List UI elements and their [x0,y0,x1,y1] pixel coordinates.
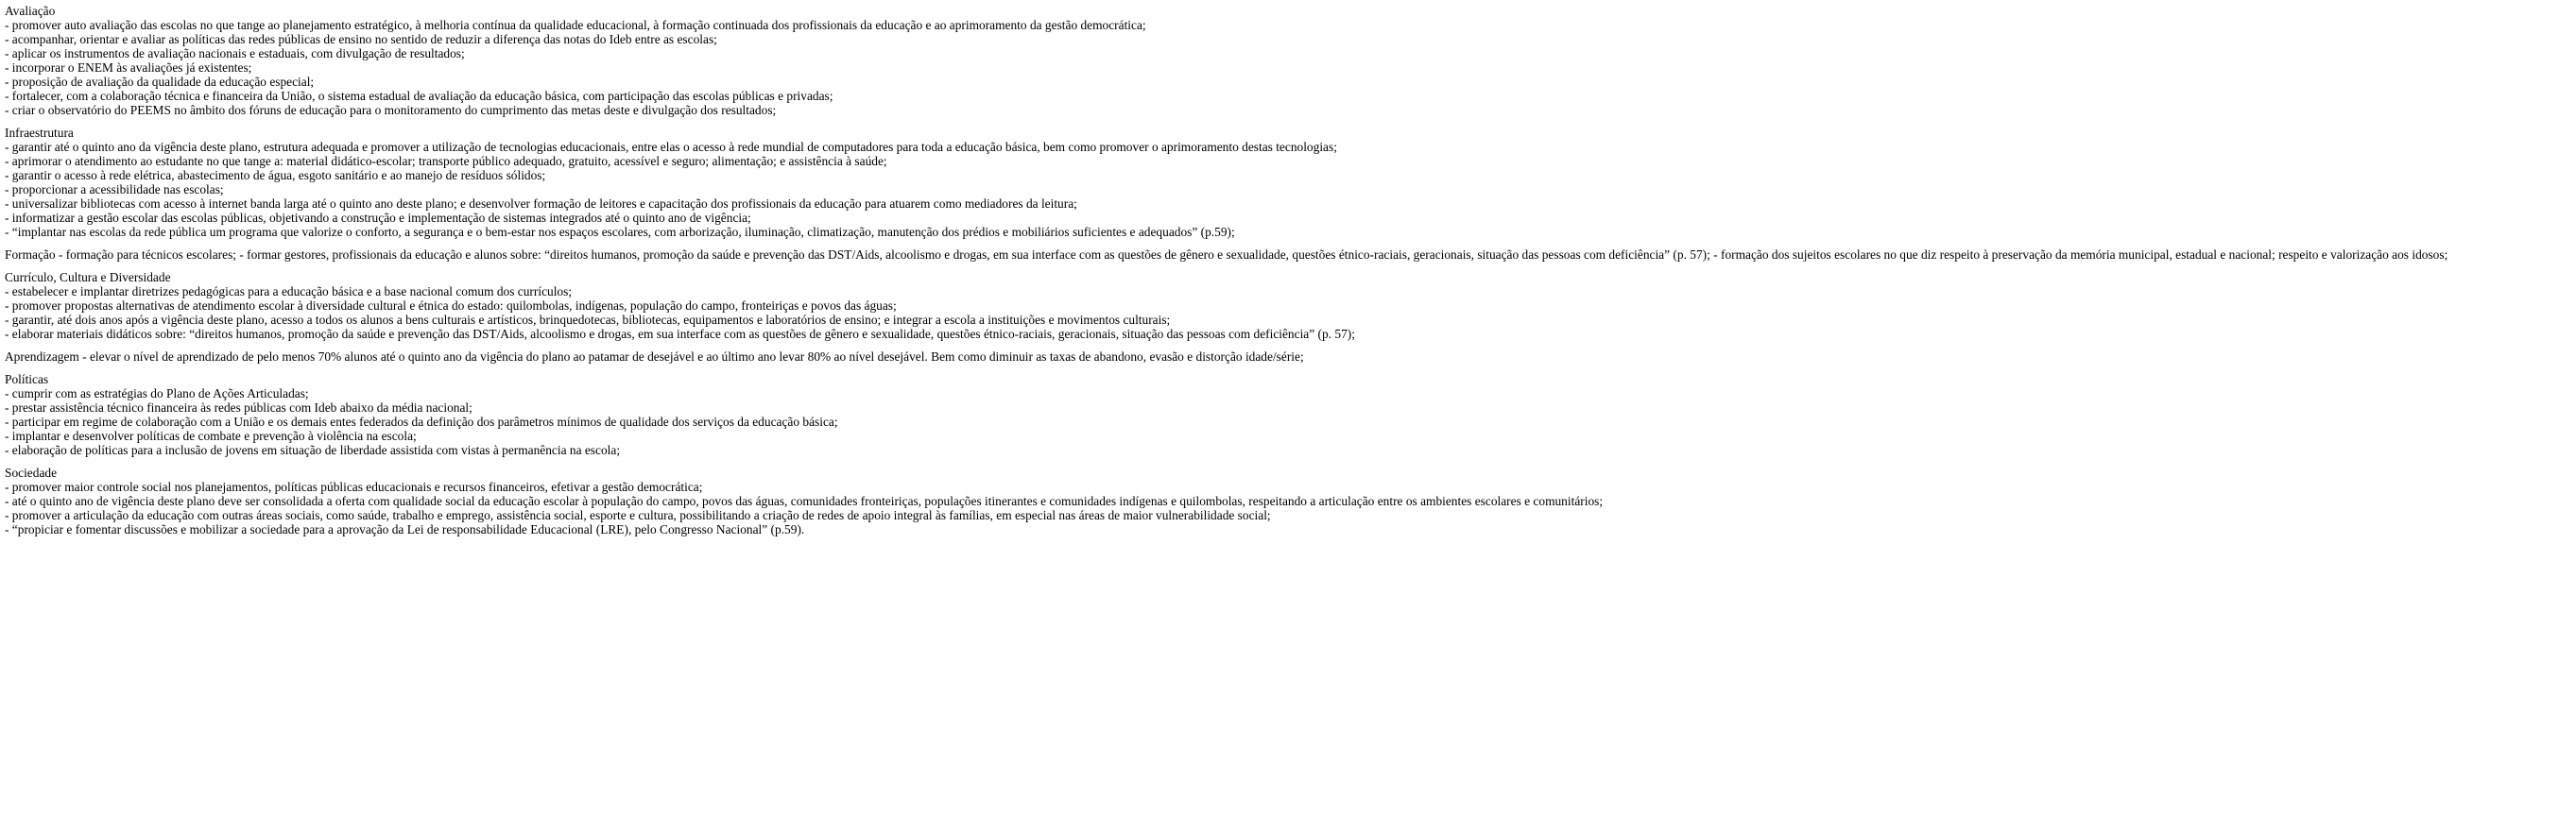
section-politicas [5,372,2576,457]
list-item: - fortalecer, com a colaboração técnica e financeira da União, o sistema estadual de avaliação da educação básica, com participação das escolas públicas e privadas; [5,89,833,103]
list-item: - prestar assistência técnico financeira às redes públicas com Ideb abaixo da média nacional; [5,400,472,415]
list-item: - proposição de avaliação da qualidade da educação especial; [5,75,315,89]
list-item: - incorporar o ENEM às avaliações já existentes; [5,60,252,75]
list-item: - até o quinto ano de vigência deste plano deve ser consolidada a oferta com qualidade social da educação escolar à população do campo, povos das águas, comunidades fronteiriças, populações itinerantes e comunidades indígenas e quilombolas, respeitando a articulação entre os ambientes escolares e comunitários; [5,494,1604,508]
list-item: - elaborar materiais didáticos sobre: “direitos humanos, promoção da saúde e prevenção das DST/Aids, alcoolismo e drogas, em sua interface com as questões de gênero e sexualidade, questões étnico-raciais, geracionais, situação das pessoas com deficiência” (p. 57); [5,327,1355,341]
list-item: - “implantar nas escolas da rede pública um programa que valorize o conforto, a segurança e o bem-estar nos espaços escolares, com arborização, iluminação, climatização, manutenção dos prédios e mobiliários suficientes e adequados” (p.59); [5,225,1235,239]
section-paragraph: Formação - formação para técnicos escolares; - formar gestores, profissionais da educação e alunos sobre: “direitos humanos, promoção da saúde e prevenção das DST/Aids, alcoolismo e drogas, em sua interface com as questões de gênero e sexualidade, questões étnico-raciais, geracionais, situação das pessoas com deficiência” (p. 57); - formação dos sujeitos escolares no que diz respeito à preservação da memória municipal, estadual e nacional; respeito e valorização aos idosos; [5,247,2448,262]
list-item: - aplicar os instrumentos de avaliação nacionais e estaduais, com divulgação de resultados; [5,46,465,60]
list-item: - garantir o acesso à rede elétrica, abastecimento de água, esgoto sanitário e ao manejo de resíduos sólidos; [5,168,546,182]
list-item: - promover maior controle social nos planejamentos, políticas públicas educacionais e recursos financeiros, efetivar a gestão democrática; [5,480,703,494]
list-item: - cumprir com as estratégias do Plano de Ações Articuladas; [5,386,309,400]
list-item: - universalizar bibliotecas com acesso à internet banda larga até o quinto ano deste plano; e desenvolver formação de leitores e capacitação dos profissionais da educação para atuarem como mediadores da leitura; [5,196,1077,211]
list-item: - participar em regime de colaboração com a União e os demais entes federados da definição dos parâmetros mínimos de qualidade dos serviços da educação básica; [5,415,838,429]
list-item: - aprimorar o atendimento ao estudante no que tange a: material didático-escolar; transporte público adequado, gratuito, acessível e seguro; alimentação; e assistência à saúde; [5,154,887,168]
section-paragraph: Aprendizagem - elevar o nível de aprendizado de pelo menos 70% alunos até o quinto ano da vigência do plano ao patamar de desejável e ao último ano levar 80% ao nível desejável. Bem como diminuir as taxas de abandono, evasão e distorção idade/série; [5,349,1304,364]
list-item: - promover propostas alternativas de atendimento escolar à diversidade cultural e étnica do estado: quilombolas, indígenas, população do campo, fronteiriças e povos das águas; [5,298,897,313]
section-avaliacao [5,4,2576,117]
document-body [5,4,2576,545]
section-infraestrutura [5,126,2576,239]
section-title: Infraestrutura [5,126,74,140]
list-item: - estabelecer e implantar diretrizes pedagógicas para a educação básica e a base nacional comum dos currículos; [5,284,573,298]
section-formacao [5,247,2576,262]
list-item: - promover auto avaliação das escolas no que tange ao planejamento estratégico, à melhoria contínua da qualidade educacional, à formação continuada dos profissionais da educação e ao aprimoramento da gestão democrática; [5,18,1146,32]
list-item: - promover a articulação da educação com outras áreas sociais, como saúde, trabalho e emprego, assistência social, esporte e cultura, possibilitando a criação de redes de apoio integral às famílias, em especial nas áreas de maior vulnerabilidade social; [5,508,1271,522]
list-item: - informatizar a gestão escolar das escolas públicas, objetivando a construção e implementação de sistemas integrados até o quinto ano de vigência; [5,211,751,225]
section-title: Avaliação [5,4,56,18]
list-item: - garantir, até dois anos após a vigência deste plano, acesso a todos os alunos a bens culturais e artísticos, brinquedotecas, bibliotecas, equipamentos e laboratórios de ensino; e integrar a escola a instituições e movimentos culturais; [5,313,1171,327]
section-aprendizagem [5,349,2576,364]
section-title: Políticas [5,372,49,386]
list-item: - acompanhar, orientar e avaliar as políticas das redes públicas de ensino no sentido de reduzir a diferença das notas do Ideb entre as escolas; [5,32,717,46]
section-title: Currículo, Cultura e Diversidade [5,270,171,284]
list-item: - garantir até o quinto ano da vigência deste plano, estrutura adequada e promover a utilização de tecnologias educacionais, entre elas o acesso à rede mundial de computadores para toda a educação básica, bem como promover o aprimoramento destas tecnologias; [5,140,1337,154]
section-curriculo [5,270,2576,341]
list-item: - “propiciar e fomentar discussões e mobilizar a sociedade para a aprovação da Lei de responsabilidade Educacional (LRE), pelo Congresso Nacional” (p.59). [5,522,805,536]
section-title: Sociedade [5,466,58,480]
list-item: - implantar e desenvolver políticas de combate e prevenção à violência na escola; [5,429,417,443]
list-item: - proporcionar a acessibilidade nas escolas; [5,182,224,196]
list-item: - elaboração de políticas para a inclusão de jovens em situação de liberdade assistida com vistas à permanência na escola; [5,443,621,457]
list-item: - criar o observatório do PEEMS no âmbito dos fóruns de educação para o monitoramento do cumprimento das metas deste e divulgação dos resultados; [5,103,777,117]
section-sociedade [5,466,2576,536]
